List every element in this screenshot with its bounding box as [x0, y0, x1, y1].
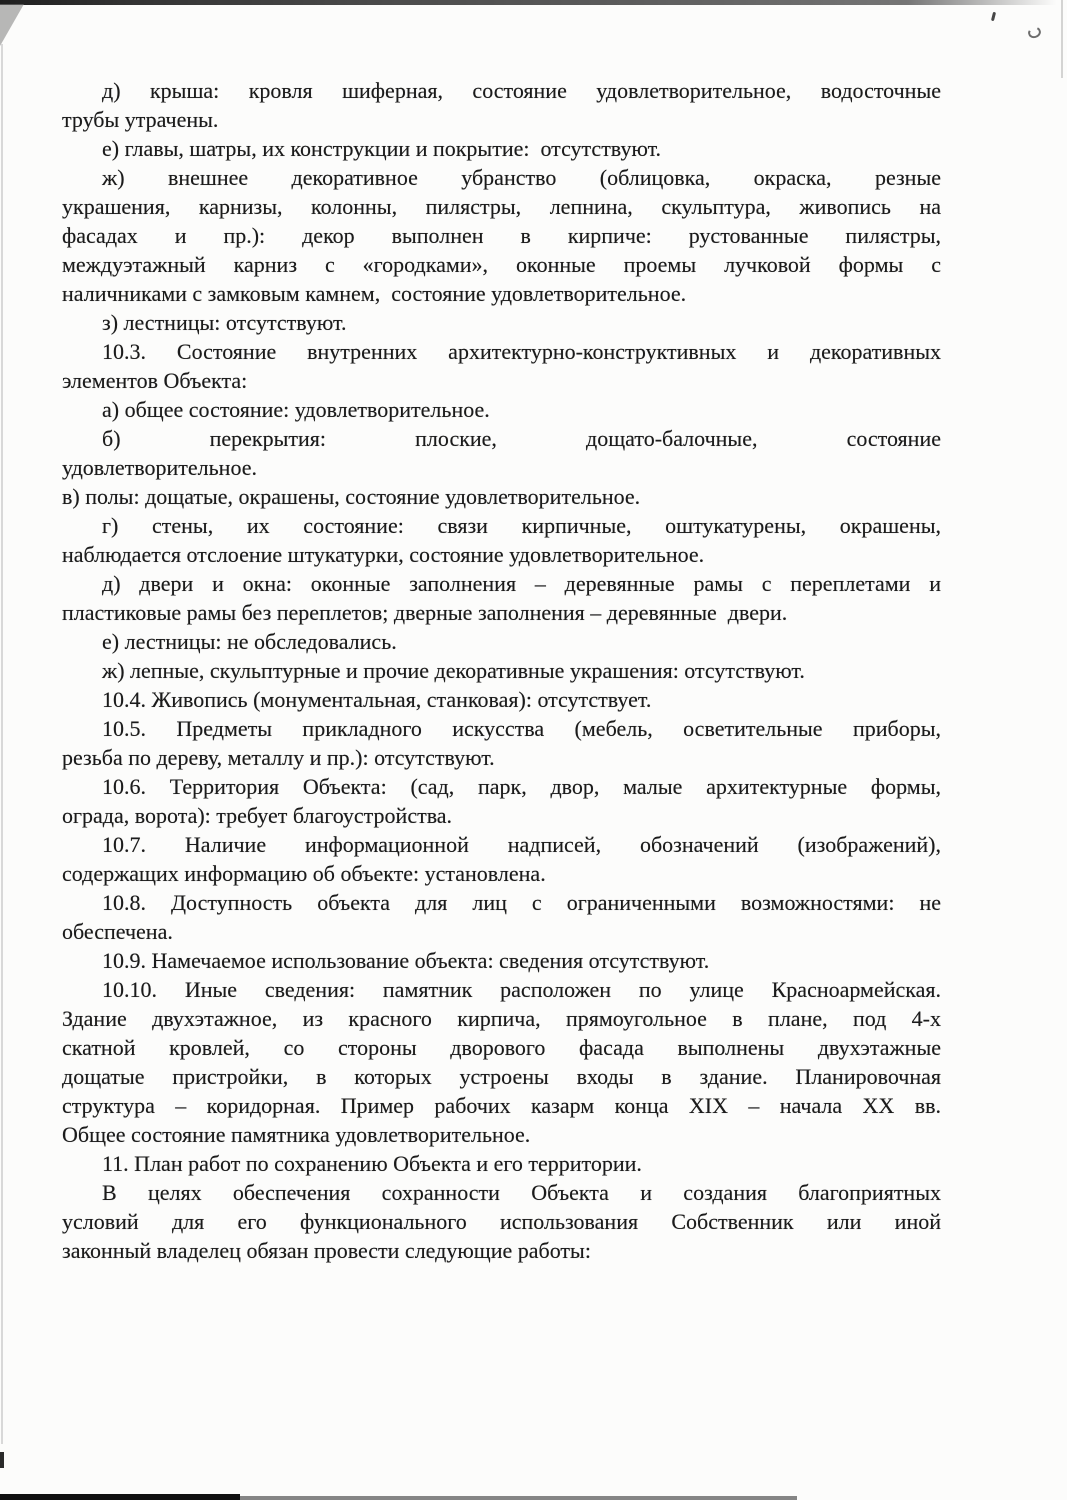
text-line: пластиковые рамы без переплетов; дверные заполнения – деревянные двери. [62, 600, 788, 625]
text-line: ограда, ворота): требует благоустройства. [62, 803, 453, 828]
text-line: скатной кровлей, со стороны дворового фасада выполнены двухэтажные [62, 1035, 941, 1060]
text-line: Общее состояние памятника удовлетворительное. [62, 1122, 531, 1147]
text-line: 10.6. Территория Объекта: (сад, парк, двор, малые архитектурные формы, [102, 774, 941, 799]
ink-speck-icon [991, 12, 996, 21]
paragraph [62, 830, 941, 888]
text-line: украшения, карнизы, колонны, пилястры, лепнина, скульптура, живопись на [62, 194, 941, 219]
paragraph [62, 395, 941, 424]
text-line: удовлетворительное. [62, 455, 257, 480]
paragraph [62, 685, 941, 714]
text-line: д) крыша: кровля шиферная, состояние удовлетворительное, водосточные [102, 78, 941, 103]
text-line: фасадах и пр.): декор выполнен в кирпиче: рустованные пилястры, [62, 223, 941, 248]
text-line: Здание двухэтажное, из красного кирпича, прямоугольное в плане, под 4-х [62, 1006, 941, 1031]
paragraph [62, 946, 941, 975]
text-line: в) полы: дощатые, окрашены, состояние удовлетворительное. [62, 484, 641, 509]
text-line: 10.9. Намечаемое использование объекта: сведения отсутствуют. [102, 948, 710, 973]
scan-edge-top [0, 0, 1067, 5]
text-line: условий для его функционального использования Собственник или иной [62, 1209, 941, 1234]
text-line: содержащих информацию об объекте: установлена. [62, 861, 546, 886]
paragraph [62, 134, 941, 163]
document-text [62, 76, 941, 1265]
paragraph [62, 569, 941, 627]
paragraph [62, 308, 941, 337]
paragraph [62, 511, 941, 569]
text-line: наблюдается отслоение штукатурки, состояние удовлетворительное. [62, 542, 705, 567]
text-line: дощатые пристройки, в которых устроены входы в здание. Планировочная [62, 1064, 941, 1089]
paragraph [62, 76, 941, 134]
text-line: 10.5. Предметы прикладного искусства (мебель, осветительные приборы, [102, 716, 941, 741]
text-line: 10.8. Доступность объекта для лиц с ограниченными возможностями: не [102, 890, 941, 915]
paragraph [62, 627, 941, 656]
scan-left-nub [0, 1452, 4, 1468]
paragraph [62, 337, 941, 395]
text-line: 10.4. Живопись (монументальная, станковая): отсутствует. [102, 687, 652, 712]
text-line: е) лестницы: не обследовались. [102, 629, 397, 654]
text-line: г) стены, их состояние: связи кирпичные, оштукатурены, окрашены, [102, 513, 941, 538]
paragraph [62, 163, 941, 308]
ink-speck-icon [1027, 25, 1043, 39]
text-line: ж) лепные, скульптурные и прочие декоративные украшения: отсутствуют. [102, 658, 805, 683]
text-line: резьба по дереву, металлу и пр.): отсутствуют. [62, 745, 495, 770]
paragraph [62, 714, 941, 772]
text-line: 10.7. Наличие информационной надписей, обозначений (изображений), [102, 832, 941, 857]
scan-edge-right [1061, 0, 1063, 78]
text-line: ж) внешнее декоративное убранство (облицовка, окраска, резные [102, 165, 941, 190]
paragraph [62, 888, 941, 946]
text-line: трубы утрачены. [62, 107, 219, 132]
paragraph [62, 1149, 941, 1178]
text-line: б) перекрытия: плоские, дощато-балочные, состояние [102, 426, 941, 451]
text-line: 11. План работ по сохранению Объекта и его территории. [102, 1151, 642, 1176]
text-line: з) лестницы: отсутствуют. [102, 310, 347, 335]
text-line: междуэтажный карниз с «городками», оконные проемы лучковой формы с [62, 252, 941, 277]
text-line: наличниками с замковым камнем, состояние удовлетворительное. [62, 281, 687, 306]
paragraph [62, 772, 941, 830]
scan-bottom-bar-dark [0, 1494, 240, 1500]
paragraph [62, 975, 941, 1149]
text-line: д) двери и окна: оконные заполнения – деревянные рамы с переплетами и [102, 571, 941, 596]
paragraph [62, 482, 941, 511]
scan-bottom-bar-light [240, 1496, 797, 1500]
text-line: элементов Объекта: [62, 368, 248, 393]
text-line: структура – коридорная. Пример рабочих казарм конца XIX – начала XX вв. [62, 1093, 941, 1118]
paragraph [62, 424, 941, 482]
paragraph [62, 1178, 941, 1265]
scan-corner-wedge [0, 4, 24, 46]
text-line: В целях обеспечения сохранности Объекта и создания благоприятных [102, 1180, 941, 1205]
text-line: а) общее состояние: удовлетворительное. [102, 397, 490, 422]
scan-edge-left [1, 44, 3, 1444]
text-line: 10.3. Состояние внутренних архитектурно-конструктивных и декоративных [102, 339, 941, 364]
text-line: е) главы, шатры, их конструкции и покрытие: отсутствуют. [102, 136, 662, 161]
text-line: 10.10. Иные сведения: памятник расположен по улице Красноармейская. [102, 977, 941, 1002]
paragraph [62, 656, 941, 685]
text-line: законный владелец обязан провести следующие работы: [62, 1238, 591, 1263]
text-line: обеспечена. [62, 919, 173, 944]
